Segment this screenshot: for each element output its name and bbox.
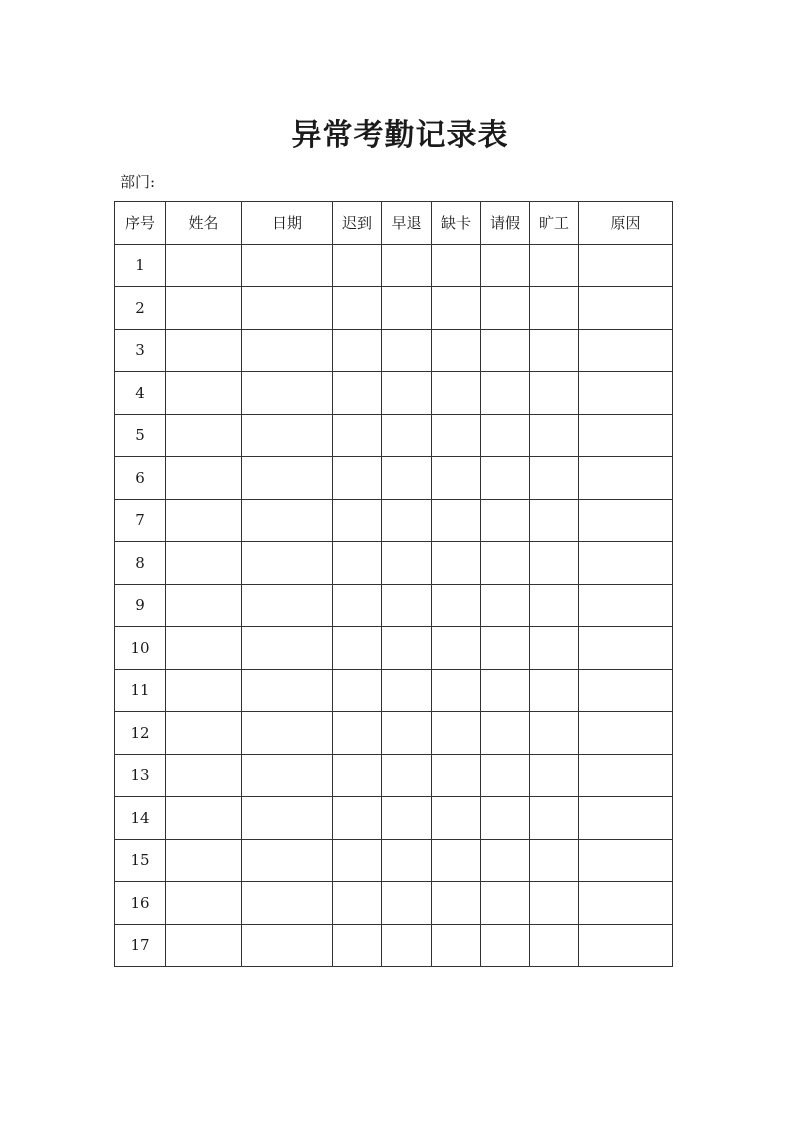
cell-absent[interactable] (530, 457, 579, 500)
cell-absent[interactable] (530, 797, 579, 840)
cell-late[interactable] (333, 329, 382, 372)
cell-reason[interactable] (579, 457, 673, 500)
cell-reason[interactable] (579, 584, 673, 627)
cell-date[interactable] (242, 499, 333, 542)
header-late: 迟到 (333, 202, 382, 245)
cell-missed-punch[interactable] (432, 414, 481, 457)
cell-absent[interactable] (530, 287, 579, 330)
cell-name[interactable] (166, 244, 242, 287)
cell-early-leave[interactable] (382, 584, 432, 627)
cell-leave[interactable] (481, 287, 530, 330)
cell-reason[interactable] (579, 882, 673, 925)
cell-name[interactable] (166, 499, 242, 542)
cell-missed-punch[interactable] (432, 797, 481, 840)
cell-late[interactable] (333, 669, 382, 712)
cell-leave[interactable] (481, 457, 530, 500)
row-index: 13 (115, 754, 166, 797)
cell-name[interactable] (166, 457, 242, 500)
cell-early-leave[interactable] (382, 797, 432, 840)
row-index: 6 (115, 457, 166, 500)
cell-absent[interactable] (530, 924, 579, 967)
cell-date[interactable] (242, 627, 333, 670)
table-row (115, 457, 673, 500)
row-index: 12 (115, 712, 166, 755)
cell-missed-punch[interactable] (432, 627, 481, 670)
table-row (115, 287, 673, 330)
cell-reason[interactable] (579, 244, 673, 287)
cell-missed-punch[interactable] (432, 499, 481, 542)
header-early-leave: 早退 (382, 202, 432, 245)
row-index: 1 (115, 244, 166, 287)
cell-early-leave[interactable] (382, 414, 432, 457)
cell-leave[interactable] (481, 244, 530, 287)
table-row (115, 414, 673, 457)
row-index: 11 (115, 669, 166, 712)
cell-reason[interactable] (579, 499, 673, 542)
cell-date[interactable] (242, 244, 333, 287)
cell-early-leave[interactable] (382, 882, 432, 925)
cell-early-leave[interactable] (382, 372, 432, 415)
table-row (115, 584, 673, 627)
cell-absent[interactable] (530, 712, 579, 755)
cell-date[interactable] (242, 457, 333, 500)
cell-late[interactable] (333, 414, 382, 457)
cell-early-leave[interactable] (382, 457, 432, 500)
table-body (115, 244, 673, 967)
cell-name[interactable] (166, 839, 242, 882)
cell-missed-punch[interactable] (432, 712, 481, 755)
cell-date[interactable] (242, 287, 333, 330)
cell-date[interactable] (242, 882, 333, 925)
table-row (115, 754, 673, 797)
cell-reason[interactable] (579, 839, 673, 882)
cell-name[interactable] (166, 797, 242, 840)
cell-leave[interactable] (481, 882, 530, 925)
cell-early-leave[interactable] (382, 499, 432, 542)
cell-date[interactable] (242, 669, 333, 712)
cell-reason[interactable] (579, 924, 673, 967)
cell-name[interactable] (166, 669, 242, 712)
cell-leave[interactable] (481, 754, 530, 797)
cell-late[interactable] (333, 882, 382, 925)
header-leave: 请假 (481, 202, 530, 245)
cell-missed-punch[interactable] (432, 754, 481, 797)
cell-late[interactable] (333, 924, 382, 967)
cell-late[interactable] (333, 542, 382, 585)
row-index: 9 (115, 584, 166, 627)
row-index: 16 (115, 882, 166, 925)
cell-late[interactable] (333, 287, 382, 330)
cell-date[interactable] (242, 414, 333, 457)
cell-reason[interactable] (579, 542, 673, 585)
cell-absent[interactable] (530, 839, 579, 882)
cell-absent[interactable] (530, 542, 579, 585)
cell-leave[interactable] (481, 712, 530, 755)
row-index: 5 (115, 414, 166, 457)
cell-early-leave[interactable] (382, 669, 432, 712)
cell-leave[interactable] (481, 839, 530, 882)
cell-reason[interactable] (579, 712, 673, 755)
cell-name[interactable] (166, 712, 242, 755)
page-title: 异常考勤记录表 (291, 118, 509, 153)
cell-missed-punch[interactable] (432, 457, 481, 500)
cell-name[interactable] (166, 414, 242, 457)
table-row (115, 712, 673, 755)
header-date: 日期 (242, 202, 333, 245)
row-index: 17 (115, 924, 166, 967)
cell-leave[interactable] (481, 797, 530, 840)
cell-name[interactable] (166, 882, 242, 925)
cell-late[interactable] (333, 754, 382, 797)
cell-late[interactable] (333, 584, 382, 627)
attendance-table (114, 201, 673, 967)
table-row (115, 372, 673, 415)
table-row (115, 882, 673, 925)
cell-absent[interactable] (530, 499, 579, 542)
table-row (115, 244, 673, 287)
table-row (115, 329, 673, 372)
cell-missed-punch[interactable] (432, 329, 481, 372)
table-row (115, 669, 673, 712)
cell-date[interactable] (242, 712, 333, 755)
cell-late[interactable] (333, 457, 382, 500)
header-row (115, 202, 673, 245)
table-row (115, 499, 673, 542)
cell-missed-punch[interactable] (432, 584, 481, 627)
cell-date[interactable] (242, 329, 333, 372)
cell-late[interactable] (333, 712, 382, 755)
cell-early-leave[interactable] (382, 542, 432, 585)
table-row (115, 924, 673, 967)
cell-early-leave[interactable] (382, 712, 432, 755)
cell-reason[interactable] (579, 372, 673, 415)
cell-reason[interactable] (579, 669, 673, 712)
cell-early-leave[interactable] (382, 754, 432, 797)
cell-reason[interactable] (579, 414, 673, 457)
cell-reason[interactable] (579, 797, 673, 840)
cell-date[interactable] (242, 372, 333, 415)
cell-early-leave[interactable] (382, 839, 432, 882)
cell-leave[interactable] (481, 499, 530, 542)
cell-missed-punch[interactable] (432, 839, 481, 882)
cell-date[interactable] (242, 754, 333, 797)
cell-absent[interactable] (530, 627, 579, 670)
cell-date[interactable] (242, 797, 333, 840)
cell-leave[interactable] (481, 924, 530, 967)
cell-absent[interactable] (530, 244, 579, 287)
cell-date[interactable] (242, 542, 333, 585)
cell-absent[interactable] (530, 754, 579, 797)
cell-reason[interactable] (579, 287, 673, 330)
cell-missed-punch[interactable] (432, 882, 481, 925)
cell-early-leave[interactable] (382, 924, 432, 967)
header-missed-punch: 缺卡 (432, 202, 481, 245)
cell-late[interactable] (333, 244, 382, 287)
cell-reason[interactable] (579, 627, 673, 670)
cell-absent[interactable] (530, 372, 579, 415)
row-index: 15 (115, 839, 166, 882)
row-index: 7 (115, 499, 166, 542)
table-row (115, 627, 673, 670)
cell-name[interactable] (166, 754, 242, 797)
header-index: 序号 (115, 202, 166, 245)
cell-name[interactable] (166, 542, 242, 585)
row-index: 2 (115, 287, 166, 330)
cell-absent[interactable] (530, 882, 579, 925)
cell-absent[interactable] (530, 414, 579, 457)
header-absent: 旷工 (530, 202, 579, 245)
cell-late[interactable] (333, 627, 382, 670)
cell-missed-punch[interactable] (432, 924, 481, 967)
cell-date[interactable] (242, 839, 333, 882)
row-index: 3 (115, 329, 166, 372)
cell-name[interactable] (166, 627, 242, 670)
header-reason: 原因 (579, 202, 673, 245)
cell-late[interactable] (333, 499, 382, 542)
row-index: 8 (115, 542, 166, 585)
cell-missed-punch[interactable] (432, 542, 481, 585)
cell-leave[interactable] (481, 414, 530, 457)
cell-absent[interactable] (530, 329, 579, 372)
cell-date[interactable] (242, 584, 333, 627)
cell-missed-punch[interactable] (432, 669, 481, 712)
table-row (115, 797, 673, 840)
cell-early-leave[interactable] (382, 287, 432, 330)
cell-leave[interactable] (481, 329, 530, 372)
cell-reason[interactable] (579, 754, 673, 797)
cell-leave[interactable] (481, 542, 530, 585)
cell-leave[interactable] (481, 669, 530, 712)
cell-leave[interactable] (481, 372, 530, 415)
cell-early-leave[interactable] (382, 329, 432, 372)
cell-date[interactable] (242, 924, 333, 967)
row-index: 14 (115, 797, 166, 840)
cell-reason[interactable] (579, 329, 673, 372)
cell-name[interactable] (166, 372, 242, 415)
row-index: 4 (115, 372, 166, 415)
cell-early-leave[interactable] (382, 627, 432, 670)
cell-leave[interactable] (481, 584, 530, 627)
cell-name[interactable] (166, 287, 242, 330)
cell-missed-punch[interactable] (432, 287, 481, 330)
cell-late[interactable] (333, 797, 382, 840)
cell-late[interactable] (333, 372, 382, 415)
department-label: 部门: (120, 173, 156, 191)
cell-absent[interactable] (530, 669, 579, 712)
table-row (115, 542, 673, 585)
row-index: 10 (115, 627, 166, 670)
cell-leave[interactable] (481, 627, 530, 670)
cell-absent[interactable] (530, 584, 579, 627)
header-name: 姓名 (166, 202, 242, 245)
table-row (115, 839, 673, 882)
cell-missed-punch[interactable] (432, 372, 481, 415)
cell-name[interactable] (166, 329, 242, 372)
cell-missed-punch[interactable] (432, 244, 481, 287)
cell-name[interactable] (166, 584, 242, 627)
cell-late[interactable] (333, 839, 382, 882)
cell-name[interactable] (166, 924, 242, 967)
cell-early-leave[interactable] (382, 244, 432, 287)
